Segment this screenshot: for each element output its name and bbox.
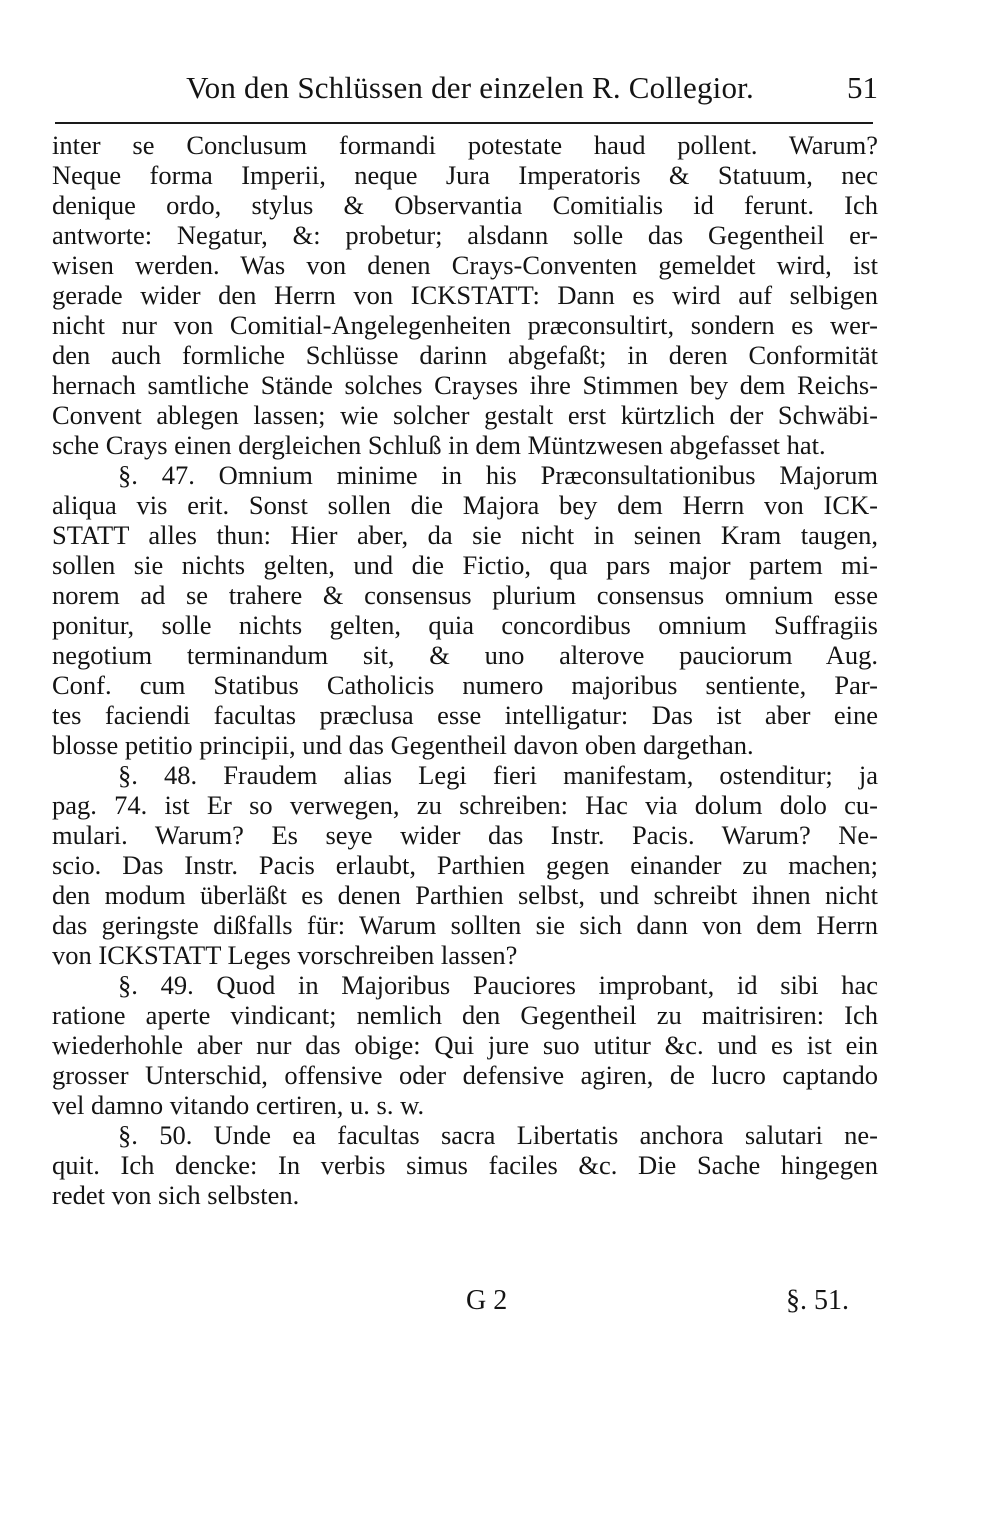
text-line: von ICKSTATT Leges vorschreiben lassen? <box>52 940 518 970</box>
text-line: §. 50. Unde ea facultas sacra Libertatis anchora salutari ne- <box>118 1120 878 1150</box>
text-line: scio. Das Instr. Pacis erlaubt, Parthien gegen einander zu machen; <box>52 850 878 880</box>
running-head <box>0 70 1000 116</box>
text-line: das geringste dißfalls für: Warum sollten sie sich dann von dem Herrn <box>52 910 878 940</box>
text-line: tes faciendi facultas præclusa esse intelligatur: Das ist aber eine <box>52 700 878 730</box>
page-number: 51 <box>847 70 878 105</box>
text-line: mulari. Warum? Es seye wider das Instr. Pacis. Warum? Ne- <box>52 820 878 850</box>
running-title: Von den Schlüssen der einzelen R. Collegior. <box>186 70 754 105</box>
text-line: quit. Ich dencke: In verbis simus faciles &c. Die Sache hingegen <box>52 1150 878 1180</box>
catchword: §. 51. <box>786 1285 849 1316</box>
text-line: STATT alles thun: Hier aber, da sie nicht in seinen Kram taugen, <box>52 520 878 550</box>
text-line: Convent ablegen lassen; wie solcher gestalt erst kürtzlich der Schwäbi- <box>52 400 878 430</box>
text-line: hernach samtliche Stände solches Crayses ihre Stimmen bey dem Reichs- <box>52 370 878 400</box>
text-line: wisen werden. Was von denen Crays-Conventen gemeldet wird, ist <box>52 250 878 280</box>
text-line: Neque forma Imperii, neque Jura Imperatoris & Statuum, nec <box>52 160 878 190</box>
text-line: §. 47. Omnium minime in his Præconsultationibus Majorum <box>118 460 878 490</box>
text-line: negotium terminandum sit, & uno alterove pauciorum Aug. <box>52 640 878 670</box>
text-line: wiederhohle aber nur das obige: Qui jure suo utitur &c. und es ist ein <box>52 1030 878 1060</box>
text-line: vel damno vitando certiren, u. s. w. <box>52 1090 425 1120</box>
text-line: denique ordo, stylus & Observantia Comitialis id ferunt. Ich <box>52 190 878 220</box>
page-footer <box>0 1285 1000 1325</box>
text-line: ponitur, solle nichts gelten, quia concordibus omnium Suffragiis <box>52 610 878 640</box>
text-line: §. 49. Quod in Majoribus Pauciores improbant, id sibi hac <box>118 970 878 1000</box>
text-line: nicht nur von Comitial-Angelegenheiten præconsultirt, sondern es wer- <box>52 310 878 340</box>
text-line: Conf. cum Statibus Catholicis numero majoribus sentiente, Par- <box>52 670 878 700</box>
text-line: sche Crays einen dergleichen Schluß in dem Müntzwesen abgefasset hat. <box>52 430 826 460</box>
text-line: pag. 74. ist Er so verwegen, zu schreiben: Hac via dolum dolo cu- <box>52 790 878 820</box>
text-line: den auch formliche Schlüsse darinn abgefaßt; in deren Conformität <box>52 340 878 370</box>
text-line: grosser Unterschid, offensive oder defensive agiren, de lucro captando <box>52 1060 878 1090</box>
text-line: gerade wider den Herrn von ICKSTATT: Dann es wird auf selbigen <box>52 280 878 310</box>
text-line: §. 48. Fraudem alias Legi fieri manifestam, ostenditur; ja <box>118 760 878 790</box>
header-rule <box>55 122 873 124</box>
body-text <box>52 130 878 1210</box>
text-line: sollen sie nichts gelten, und die Fictio, qua pars major partem mi- <box>52 550 878 580</box>
text-line: redet von sich selbsten. <box>52 1180 300 1210</box>
text-line: antworte: Negatur, &: probetur; alsdann solle das Gegentheil er- <box>52 220 878 250</box>
text-line: blosse petitio principii, und das Gegentheil davon oben dargethan. <box>52 730 754 760</box>
text-line: ratione aperte vindicant; nemlich den Gegentheil zu maitrisiren: Ich <box>52 1000 878 1030</box>
text-line: norem ad se trahere & consensus plurium consensus omnium esse <box>52 580 878 610</box>
text-line: den modum überläßt es denen Parthien selbst, und schreibt ihnen nicht <box>52 880 878 910</box>
signature-mark: G 2 <box>466 1285 508 1316</box>
text-line: aliqua vis erit. Sonst sollen die Majora bey dem Herrn von ICK- <box>52 490 878 520</box>
text-line: inter se Conclusum formandi potestate haud pollent. Warum? <box>52 130 878 160</box>
